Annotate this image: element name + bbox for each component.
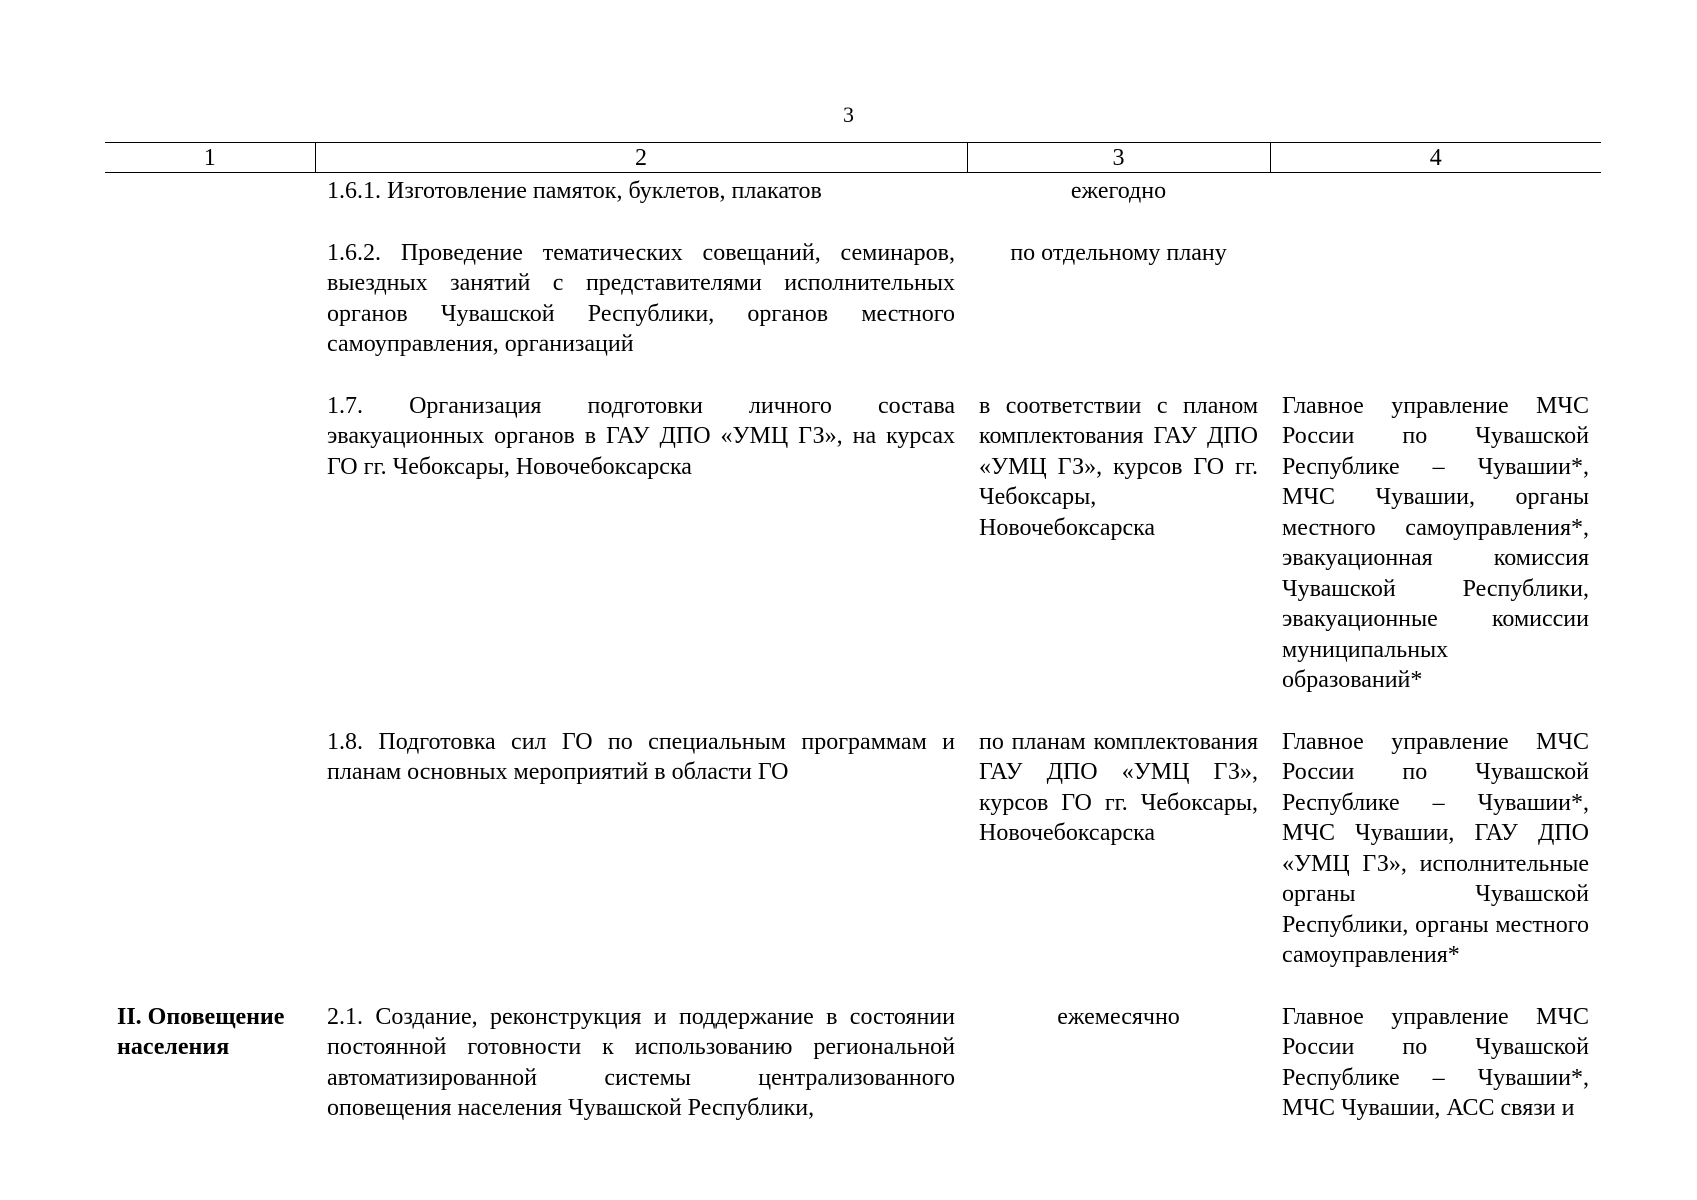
activity-cell: 2.1. Создание, реконструкция и поддержание в состоянии постоянной готовности к использованию региональной автоматизированной системы централизованного оповещения населения Чувашской Республики,: [327, 1003, 955, 1121]
table-row: [105, 391, 1601, 727]
section-cell: II. Оповещение населения: [117, 1003, 285, 1060]
table-header-row: [105, 143, 1601, 173]
column-header-1: 1: [105, 143, 315, 173]
deadline-cell: в соответствии с планом комплектования ГАУ ДПО «УМЦ ГЗ», курсов ГО гг. Чебоксары, Новочебоксарска: [979, 392, 1258, 541]
table-row: [105, 1002, 1601, 1124]
activity-cell: 1.6.1. Изготовление памяток, буклетов, плакатов: [327, 178, 822, 204]
activity-cell: 1.8. Подготовка сил ГО по специальным программам и планам основных мероприятий в области ГО: [327, 728, 955, 785]
page-number: 3: [843, 102, 854, 127]
column-header-3: 3: [967, 143, 1270, 173]
activity-cell: 1.7. Организация подготовки личного состава эвакуационных органов в ГАУ ДПО «УМЦ ГЗ», на курсах ГО гг. Чебоксары, Новочебоксарска: [327, 392, 955, 480]
table-row: [105, 727, 1601, 1002]
section-cell: [105, 238, 315, 391]
responsible-cell: Главное управление МЧС России по Чувашской Республике – Чувашии*, МЧС Чувашии, органы местного самоуправления*, эвакуационная комиссия Чувашской Республики, эвакуационные комиссии муниципальных образований*: [1282, 392, 1589, 693]
deadline-cell: по отдельному плану: [1010, 239, 1227, 266]
responsible-cell: [1270, 238, 1601, 391]
responsible-cell: Главное управление МЧС России по Чувашской Республике – Чувашии*, МЧС Чувашии, АСС связи и: [1282, 1003, 1589, 1121]
responsible-cell: [1270, 173, 1601, 238]
section-cell: [105, 173, 315, 238]
activities-table: [105, 142, 1601, 1124]
deadline-cell: по планам комплектования ГАУ ДПО «УМЦ ГЗ», курсов ГО гг. Чебоксары, Новочебоксарска: [979, 728, 1258, 846]
section-cell: [105, 391, 315, 727]
deadline-cell: ежегодно: [1070, 178, 1167, 204]
deadline-cell: ежемесячно: [1057, 1003, 1180, 1030]
activity-cell: 1.6.2. Проведение тематических совещаний, семинаров, выездных занятий с представителями исполнительных органов Чувашской Республики, органов местного самоуправления, организаций: [327, 239, 955, 357]
column-header-4: 4: [1270, 143, 1601, 173]
section-cell: [105, 727, 315, 1002]
column-header-2: 2: [315, 143, 967, 173]
table-row: [105, 173, 1601, 238]
table-row: [105, 238, 1601, 391]
responsible-cell: Главное управление МЧС России по Чувашской Республике – Чувашии*, МЧС Чувашии, ГАУ ДПО «УМЦ ГЗ», исполнительные органы Чувашской Республики, органы местного самоуправления*: [1282, 728, 1589, 968]
